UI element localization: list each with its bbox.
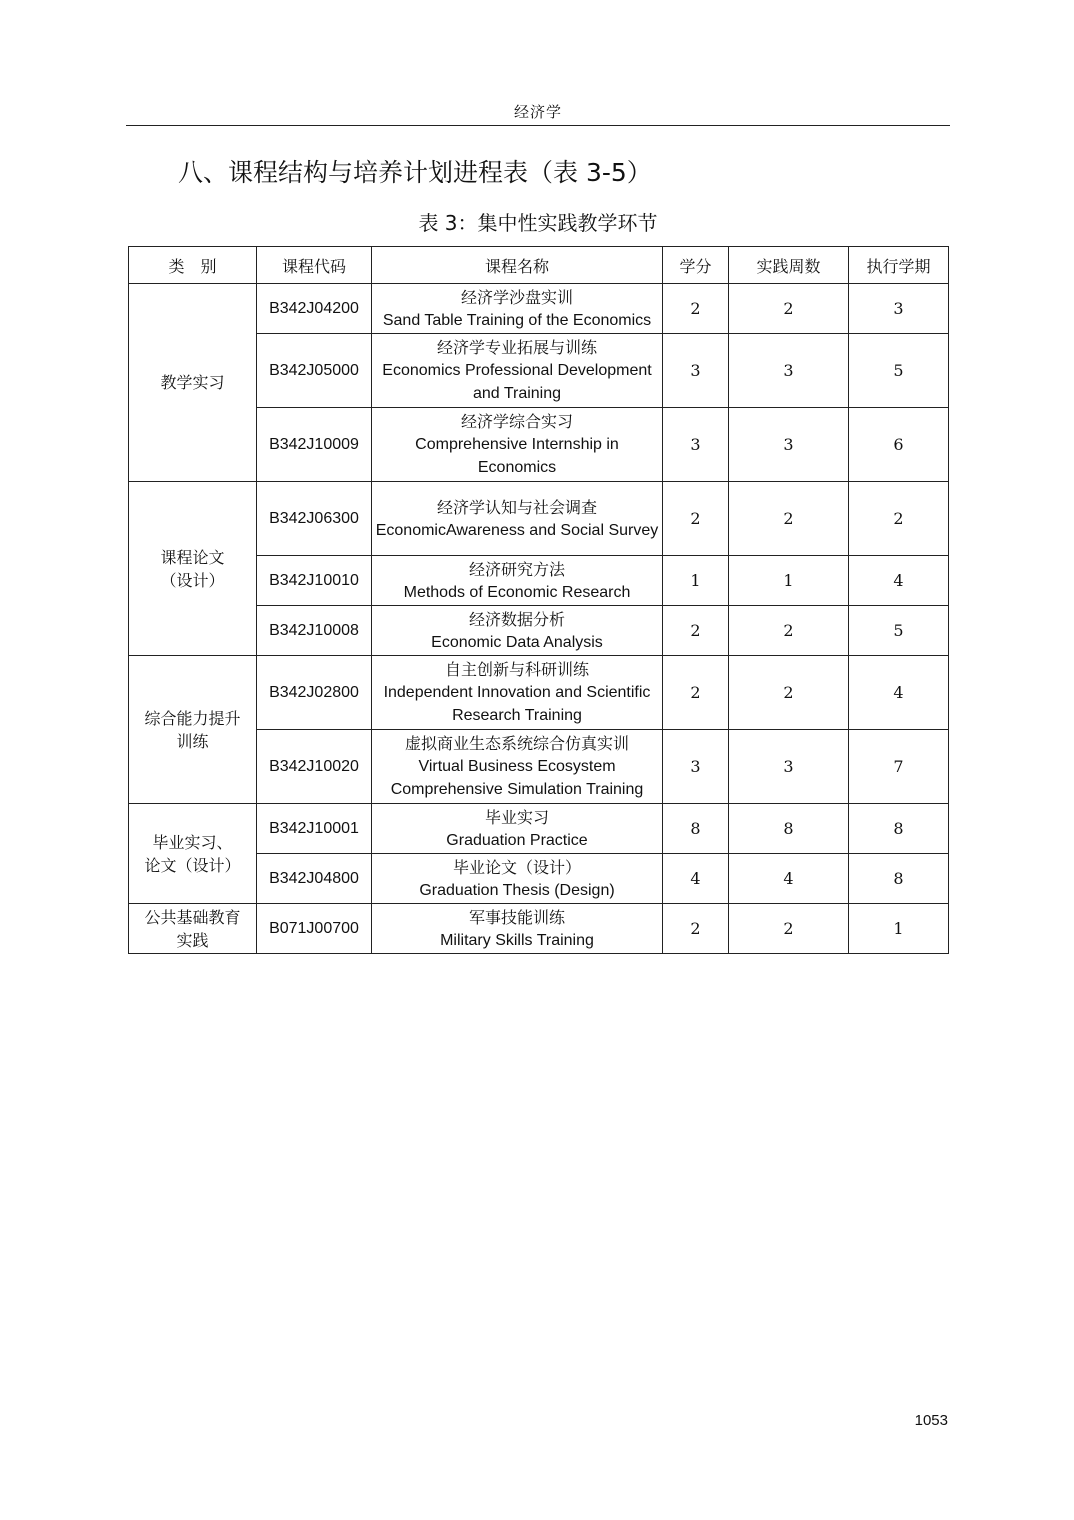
column-header-credits: 学分 <box>663 247 729 284</box>
column-header-category: 类 别 <box>129 247 257 284</box>
course-name-en: Graduation Practice <box>446 831 588 849</box>
course-code: B071J00700 <box>257 904 372 954</box>
column-header-name: 课程名称 <box>372 247 663 284</box>
course-name <box>372 284 663 334</box>
course-name <box>372 606 663 656</box>
credits-cell: 2 <box>663 482 729 556</box>
course-name-en: Sand Table Training of the Economics <box>382 311 652 329</box>
column-header-weeks: 实践周数 <box>729 247 849 284</box>
semester-cell: 6 <box>849 408 949 482</box>
category-line-2: （设计） <box>160 570 225 590</box>
weeks-cell: 2 <box>729 482 849 556</box>
running-header: 经济学 <box>513 103 562 121</box>
credits-cell: 8 <box>663 804 729 854</box>
weeks-cell: 2 <box>729 904 849 954</box>
category-cell <box>129 482 257 656</box>
course-name-en: Independent Innovation and Scientific Research Training <box>383 684 651 724</box>
course-name-cn: 军事技能训练 <box>468 907 565 927</box>
credits-cell: 3 <box>663 334 729 408</box>
weeks-cell: 3 <box>729 334 849 408</box>
credits-cell: 3 <box>663 408 729 482</box>
table-row <box>129 656 949 730</box>
course-code: B342J10001 <box>257 804 372 854</box>
course-name-en: Economic Data Analysis <box>431 633 603 651</box>
category-line-2: 实践 <box>176 930 209 950</box>
table-row <box>129 904 949 954</box>
weeks-cell: 2 <box>729 606 849 656</box>
category-line-2: 论文（设计） <box>144 855 241 875</box>
course-name-cn: 毕业实习 <box>484 807 549 827</box>
category-line-1: 毕业实习、 <box>152 832 233 852</box>
course-code: B342J10008 <box>257 606 372 656</box>
course-name-cn: 经济学认知与社会调查 <box>436 497 597 517</box>
table-row <box>129 804 949 854</box>
course-name-en: Graduation Thesis (Design) <box>419 881 615 899</box>
category-line-2: 训练 <box>176 731 209 751</box>
weeks-cell: 2 <box>729 284 849 334</box>
course-name-en: Methods of Economic Research <box>403 583 631 601</box>
credits-cell: 2 <box>663 904 729 954</box>
course-name-cn: 经济学沙盘实训 <box>460 287 573 307</box>
category-cell: 教学实习 <box>129 284 257 482</box>
credits-cell: 2 <box>663 606 729 656</box>
header-rule <box>126 125 950 126</box>
course-code: B342J10009 <box>257 408 372 482</box>
course-name-en: Military Skills Training <box>440 931 594 949</box>
credits-cell: 2 <box>663 284 729 334</box>
course-name <box>372 408 663 482</box>
weeks-cell: 3 <box>729 730 849 804</box>
course-code: B342J10010 <box>257 556 372 606</box>
course-name <box>372 556 663 606</box>
course-code: B342J04200 <box>257 284 372 334</box>
semester-cell: 5 <box>849 334 949 408</box>
course-name-cn: 经济研究方法 <box>468 559 565 579</box>
table-row <box>129 482 949 556</box>
weeks-cell: 3 <box>729 408 849 482</box>
course-name <box>372 854 663 904</box>
semester-cell: 4 <box>849 656 949 730</box>
category-cell <box>129 656 257 804</box>
category-cell <box>129 904 257 954</box>
course-name <box>372 804 663 854</box>
semester-cell: 8 <box>849 854 949 904</box>
page-number: 1053 <box>914 1412 948 1429</box>
weeks-cell: 8 <box>729 804 849 854</box>
category-line-1: 公共基础教育 <box>144 907 241 927</box>
semester-cell: 1 <box>849 904 949 954</box>
table-caption: 表 3：集中性实践教学环节 <box>418 211 658 235</box>
course-code: B342J06300 <box>257 482 372 556</box>
category-cell <box>129 804 257 904</box>
course-name <box>372 482 663 556</box>
weeks-cell: 1 <box>729 556 849 606</box>
semester-cell: 8 <box>849 804 949 854</box>
course-name <box>372 730 663 804</box>
course-code: B342J10020 <box>257 730 372 804</box>
weeks-cell: 4 <box>729 854 849 904</box>
section-title: 八、课程结构与培养计划进程表（表 3-5） <box>178 158 652 187</box>
credits-cell: 2 <box>663 656 729 730</box>
course-name-cn: 自主创新与科研训练 <box>444 660 589 679</box>
semester-cell: 7 <box>849 730 949 804</box>
semester-cell: 5 <box>849 606 949 656</box>
category-line-1: 综合能力提升 <box>144 708 241 728</box>
credits-cell: 4 <box>663 854 729 904</box>
column-header-semester: 执行学期 <box>849 247 949 284</box>
semester-cell: 3 <box>849 284 949 334</box>
table-row <box>129 284 949 334</box>
credits-cell: 3 <box>663 730 729 804</box>
column-header-code: 课程代码 <box>257 247 372 284</box>
course-name-en: Virtual Business Ecosystem Comprehensive Simulation Training <box>390 758 644 798</box>
semester-cell: 2 <box>849 482 949 556</box>
course-name <box>372 656 663 730</box>
course-name-cn: 经济数据分析 <box>468 609 565 629</box>
course-name-cn: 经济学专业拓展与训练 <box>436 338 597 357</box>
credits-cell: 1 <box>663 556 729 606</box>
course-name-en: EconomicAwareness and Social Survey <box>375 521 659 539</box>
course-name-cn: 经济学综合实习 <box>460 412 573 431</box>
category-line-1: 课程论文 <box>160 547 225 567</box>
course-code: B342J04800 <box>257 854 372 904</box>
course-name-cn: 虚拟商业生态系统综合仿真实训 <box>404 734 629 753</box>
course-name <box>372 334 663 408</box>
practice-curriculum-table <box>128 246 949 954</box>
table-header-row <box>129 247 949 284</box>
course-name-en: Comprehensive Internship in Economics <box>415 436 619 476</box>
course-code: B342J02800 <box>257 656 372 730</box>
course-name-cn: 毕业论文（设计） <box>452 857 581 877</box>
course-code: B342J05000 <box>257 334 372 408</box>
course-name <box>372 904 663 954</box>
weeks-cell: 2 <box>729 656 849 730</box>
semester-cell: 4 <box>849 556 949 606</box>
course-name-en: Economics Professional Development and Training <box>382 362 652 402</box>
